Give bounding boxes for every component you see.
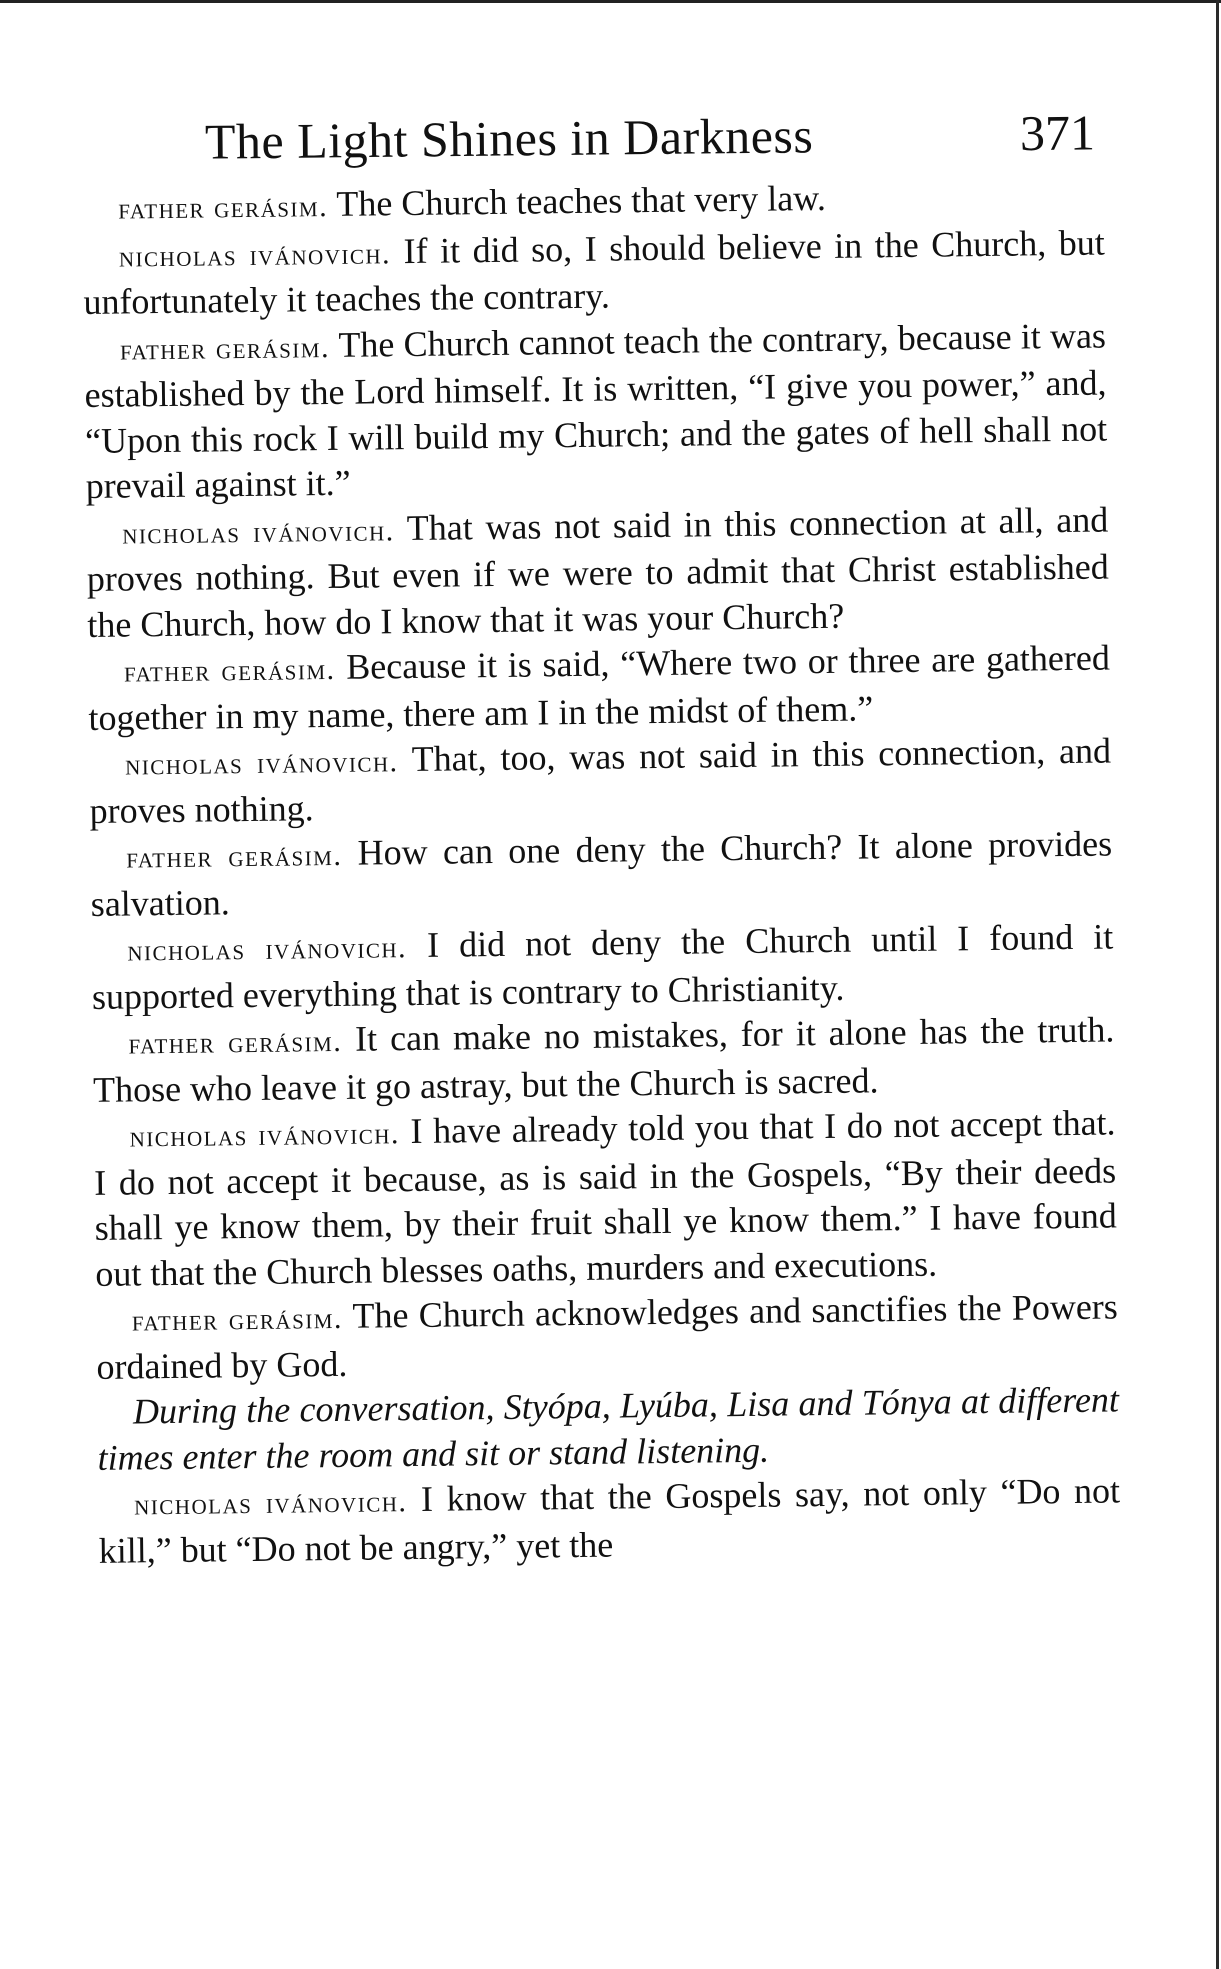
paragraph — [98, 1468, 1121, 1573]
speaker-label: nicholas ivánovich. — [124, 745, 399, 782]
running-title: The Light Shines in Darkness — [204, 107, 814, 170]
paragraph — [88, 635, 1111, 740]
speaker-label: father gerásim. — [123, 652, 336, 689]
speaker-label: nicholas ivánovich. — [118, 236, 392, 274]
speaker-label: father gerásim. — [128, 1024, 343, 1061]
speech-text: That, too, was not said in this connection, and proves nothing. — [89, 730, 1112, 831]
speech-text: How can one deny the Church? It alone provides salvation. — [90, 823, 1113, 924]
paragraph — [96, 1284, 1119, 1389]
speech-text: I have already told you that I do not accept that. I do not accept it because, as is said in the Gospels, “By their deeds shall ye know them, by their fruit shall ye know them.” I have found out that the Church blesses oaths, murders and executions. — [93, 1102, 1117, 1294]
stage-direction-text: During the conversation, Styópa, Lyúba, Lisa and Tónya at different times enter the room and sit or stand listening. — [97, 1379, 1120, 1478]
dialogue-text — [82, 173, 1121, 1574]
paragraph — [93, 1100, 1117, 1296]
speaker-label: nicholas ivánovich. — [122, 513, 395, 551]
speech-text: The Church teaches that very law. — [327, 177, 827, 224]
speech-text: That was not said in this connection at all, and proves nothing. But even if we were to admit that Christ established the Church, how do I know that it was your Church? — [86, 498, 1109, 645]
stage-direction — [97, 1377, 1120, 1480]
paragraph — [91, 914, 1114, 1019]
paragraph — [83, 220, 1106, 325]
paragraph — [84, 313, 1108, 509]
speaker-label: nicholas ivánovich. — [129, 1117, 401, 1154]
page-header — [205, 103, 1096, 182]
scan-top-border — [0, 0, 1221, 3]
page-number: 371 — [1019, 104, 1096, 162]
paragraph — [89, 728, 1112, 833]
paragraph — [86, 497, 1110, 648]
speech-text: Because it is said, “Where two or three are gathered together in my name, there am I in the midst of them.” — [88, 637, 1111, 738]
paragraph — [90, 821, 1113, 926]
speech-text: It can make no mistakes, for it alone has the truth. Those who leave it go astray, but the Church is sacred. — [92, 1009, 1115, 1110]
speech-text: I did not deny the Church until I found it supported everything that is contrary to Christianity. — [91, 916, 1114, 1017]
speaker-label: nicholas ivánovich. — [133, 1485, 408, 1522]
paragraph — [92, 1007, 1115, 1112]
speech-text: The Church cannot teach the contrary, because it was established by the Lord himself. It is written, “I give you power,” and, “Upon this rock I will build my Church; and the gates of hell shall not prevail against it.” — [84, 315, 1108, 506]
speech-text: I know that the Gospels say, not only “Do not kill,” but “Do not be angry,” yet the — [98, 1470, 1121, 1571]
scan-right-border — [1216, 0, 1219, 1969]
speaker-label: father gerásim. — [118, 189, 329, 226]
speaker-label: nicholas ivánovich. — [127, 931, 408, 968]
speaker-label: father gerásim. — [119, 330, 331, 367]
speech-text: The Church acknowledges and sanctifies the Powers ordained by God. — [96, 1286, 1119, 1387]
speaker-label: father gerásim. — [131, 1301, 344, 1338]
speaker-label: father gerásim. — [126, 838, 343, 875]
speech-text: If it did so, I should believe in the Church, but unfortunately it teaches the contrary. — [83, 222, 1106, 322]
